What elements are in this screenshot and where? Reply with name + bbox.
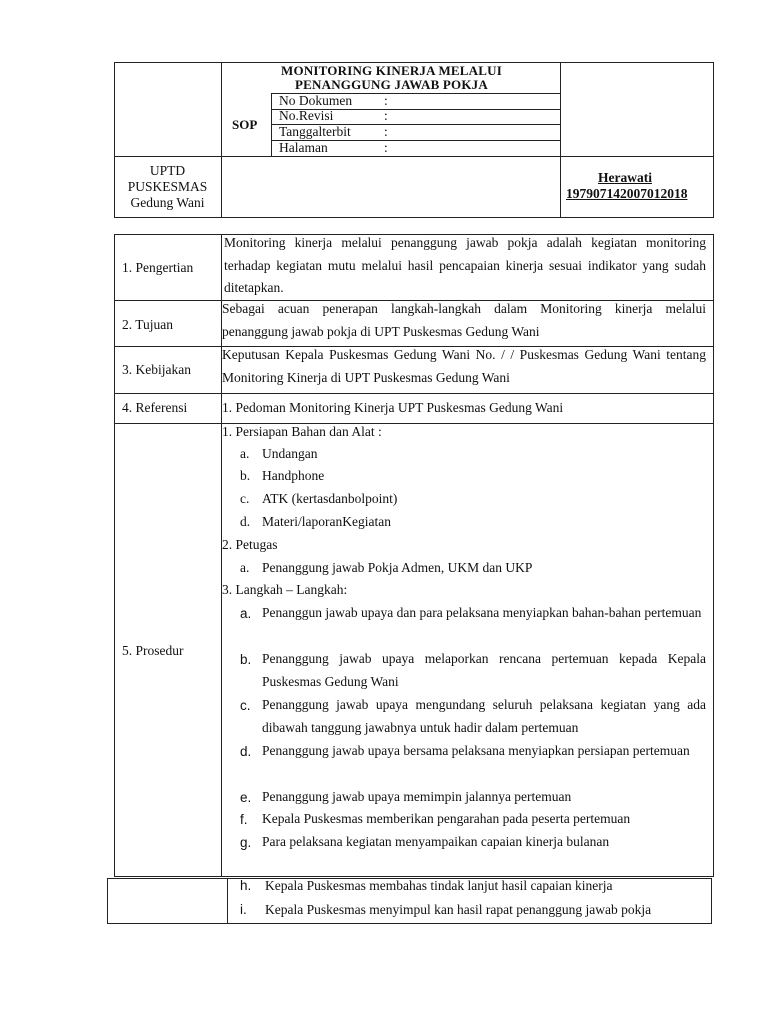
- kebijakan-text: Keputusan Kepala Puskesmas Gedung Wani No. / / Puskesmas Gedung Wani tentang Monitoring Kinerja di UPT Puskesmas Gedung Wani: [222, 347, 706, 385]
- document-title-line1: MONITORING KINERJA MELALUI: [281, 63, 502, 78]
- section-label-pengertian: 1. Pengertian: [122, 260, 194, 275]
- referensi-text: 1. Pedoman Monitoring Kinerja UPT Puskesmas Gedung Wani: [222, 400, 564, 415]
- langkah-marker: c.: [240, 698, 251, 713]
- petugas-marker: a.: [240, 560, 250, 575]
- langkah-marker: f.: [240, 812, 248, 827]
- bahan-marker: a.: [240, 446, 250, 461]
- langkah-item: Penanggung jawab upaya melaporkan rencana pertemuan kepada Kepala Puskesmas Gedung Wani: [262, 651, 706, 689]
- section-label-kebijakan: 3. Kebijakan: [122, 362, 191, 377]
- langkah-marker: e.: [240, 790, 252, 805]
- langkah-marker: d.: [240, 744, 252, 759]
- org-line1: UPTD: [149, 163, 186, 178]
- langkah-marker: a.: [240, 606, 252, 621]
- field-no-dokumen-sep: :: [384, 93, 388, 108]
- pengertian-text: Monitoring kinerja melalui penanggung jawab pokja adalah kegiatan monitoring terhadap kegiatan mutu melalui hasil pencapaian kinerja sesuai indikator yang sudah ditetapkan.: [224, 235, 706, 295]
- bahan-item: Materi/laporanKegiatan: [262, 514, 391, 529]
- signer-name: Herawati: [598, 170, 652, 185]
- field-no-revisi-label: No.Revisi: [279, 108, 334, 123]
- field-halaman-sep: :: [384, 140, 388, 155]
- prosedur-heading-petugas: 2. Petugas: [222, 537, 278, 552]
- bahan-item: Handphone: [262, 468, 325, 483]
- field-no-dokumen-label: No Dokumen: [279, 93, 353, 108]
- langkah-marker: g.: [240, 835, 252, 850]
- document-title-line2: PENANGGUNG JAWAB POKJA: [295, 77, 488, 92]
- prosedur-heading-langkah: 3. Langkah – Langkah:: [222, 582, 348, 597]
- langkah-marker: b.: [240, 652, 252, 667]
- langkah-item: Penanggung jawab upaya memimpin jalannya pertemuan: [262, 789, 572, 804]
- field-tanggal-terbit-label: Tanggalterbit: [279, 124, 351, 139]
- lanjutan-item: Kepala Puskesmas membahas tindak lanjut hasil capaian kinerja: [265, 878, 613, 893]
- section-label-referensi: 4. Referensi: [122, 400, 188, 415]
- bahan-marker: b.: [240, 468, 251, 483]
- petugas-item: Penanggung jawab Pokja Admen, UKM dan UKP: [262, 560, 533, 575]
- bahan-item: ATK (kertasdanbolpoint): [262, 491, 398, 506]
- prosedur-heading-persiapan: 1. Persiapan Bahan dan Alat :: [222, 424, 382, 439]
- lanjutan-marker: i.: [240, 902, 247, 917]
- org-line3: Gedung Wani: [130, 195, 205, 210]
- sop-label: SOP: [232, 117, 258, 132]
- signer-id: 197907142007012018: [566, 186, 688, 201]
- langkah-item: Para pelaksana kegiatan menyampaikan capaian kinerja bulanan: [262, 834, 610, 849]
- bahan-marker: d.: [240, 514, 251, 529]
- lanjutan-marker: h.: [240, 878, 252, 893]
- field-tanggal-terbit-sep: :: [384, 124, 388, 139]
- langkah-item: Penanggung jawab upaya bersama pelaksana menyiapkan persiapan pertemuan: [262, 743, 690, 758]
- field-no-revisi-sep: :: [384, 108, 388, 123]
- section-label-tujuan: 2. Tujuan: [122, 317, 174, 332]
- tujuan-text: Sebagai acuan penerapan langkah-langkah dalam Monitoring kinerja melalui penanggung jawab pokja di UPT Puskesmas Gedung Wani: [222, 301, 706, 339]
- lanjutan-item: Kepala Puskesmas menyimpul kan hasil rapat penanggung jawab pokja: [265, 902, 652, 917]
- section-label-prosedur: 5. Prosedur: [122, 643, 184, 658]
- langkah-item: Penanggung jawab upaya mengundang seluruh pelaksana kegiatan yang ada dibawah tanggung jawabnya untuk hadir dalam pertemuan: [262, 697, 706, 735]
- langkah-item: Penanggun jawab upaya dan para pelaksana menyiapkan bahan-bahan pertemuan: [262, 605, 702, 620]
- org-line2: PUSKESMAS: [127, 179, 208, 194]
- bahan-item: Undangan: [262, 446, 318, 461]
- bahan-marker: c.: [240, 491, 250, 506]
- field-halaman-label: Halaman: [279, 140, 328, 155]
- langkah-item: Kepala Puskesmas memberikan pengarahan pada peserta pertemuan: [262, 811, 631, 826]
